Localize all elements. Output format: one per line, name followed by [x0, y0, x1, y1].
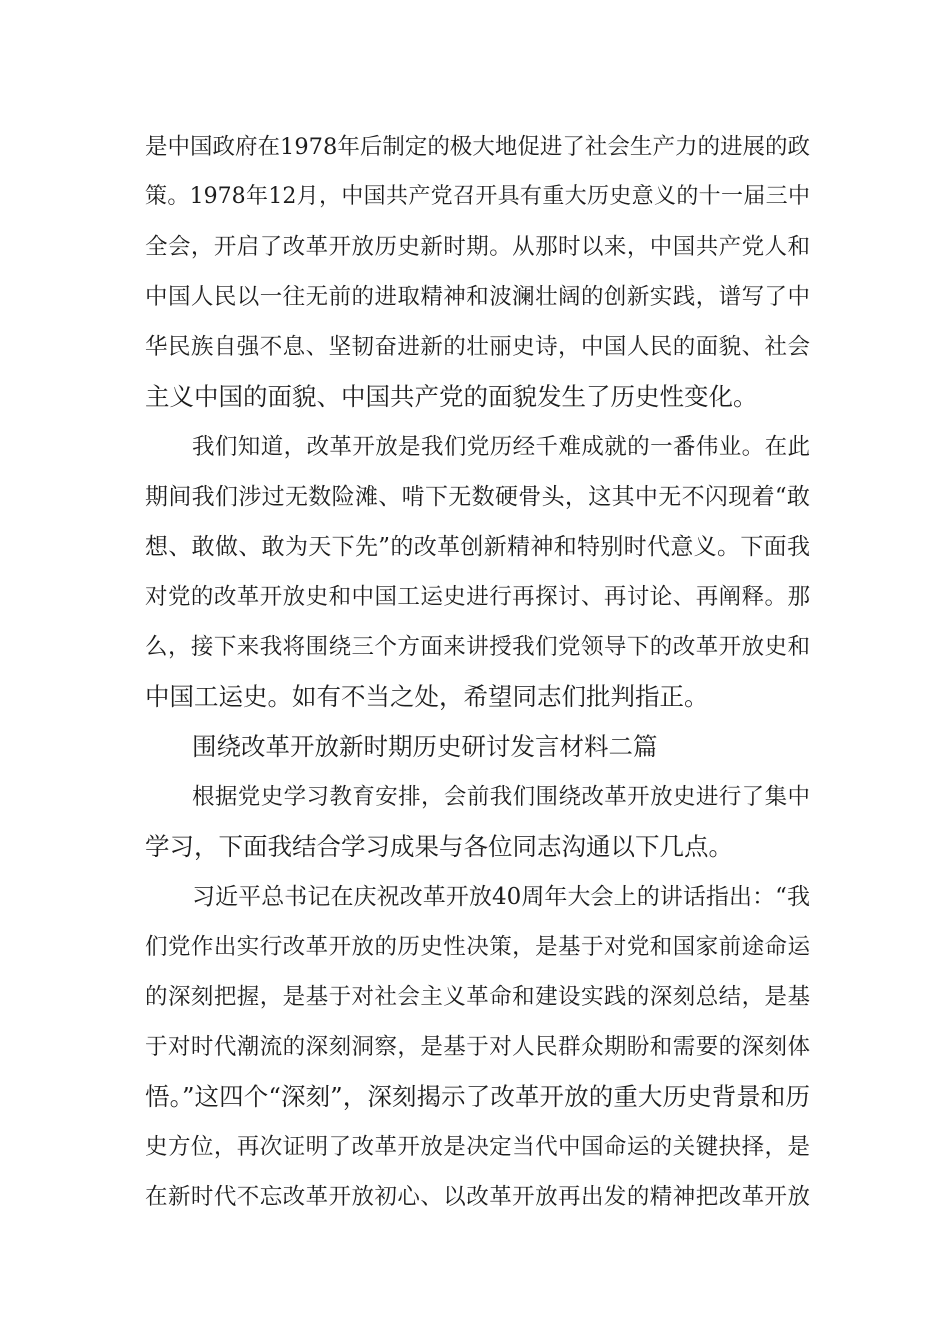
text-line: 想、敢做、敢为天下先”的改革创新精神和特别时代意义。下面我: [145, 534, 810, 560]
text-line: 学习，下面我结合学习成果与各位同志沟通以下几点。: [145, 832, 733, 861]
paragraph-first-line: 习近平总书记在庆祝改革开放40周年大会上的讲话指出：“我: [192, 884, 810, 910]
text-line: 主义中国的面貌、中国共产党的面貌发生了历史性变化。: [145, 382, 758, 411]
text-line: 华民族自强不息、坚韧奋进新的壮丽史诗，中国人民的面貌、社会: [145, 334, 810, 360]
text-line: 期间我们涉过无数险滩、啃下无数硬骨头，这其中无不闪现着“敢: [145, 484, 810, 510]
text-line: 中国工运史。如有不当之处，希望同志们批判指正。: [145, 682, 709, 711]
text-line: 在新时代不忘改革开放初心、以改革开放再出发的精神把改革开放: [145, 1184, 810, 1210]
text-line: 是中国政府在1978年后制定的极大地促进了社会生产力的进展的政: [145, 134, 810, 160]
text-line: 对党的改革开放史和中国工运史进行再探讨、再讨论、再阐释。那: [145, 584, 810, 610]
text-line: 的深刻把握，是基于对社会主义革命和建设实践的深刻总结，是基: [145, 984, 810, 1010]
text-line: 策。1978年12月，中国共产党召开具有重大历史意义的十一届三中: [145, 184, 810, 209]
text-line: 全会，开启了改革开放历史新时期。从那时以来，中国共产党人和: [145, 234, 810, 260]
section-heading: 围绕改革开放新时期历史研讨发言材料二篇: [192, 732, 658, 761]
text-line: 中国人民以一往无前的进取精神和波澜壮阔的创新实践，谱写了中: [145, 284, 810, 310]
paragraph-first-line: 根据党史学习教育安排，会前我们围绕改革开放史进行了集中: [192, 784, 810, 810]
text-line: 史方位，再次证明了改革开放是决定当代中国命运的关键抉择，是: [145, 1134, 810, 1160]
text-line: 们党作出实行改革开放的历史性决策，是基于对党和国家前途命运: [145, 934, 810, 960]
paragraph-first-line: 我们知道，改革开放是我们党历经千难成就的一番伟业。在此: [192, 434, 810, 460]
text-line: 悟。”这四个“深刻”，深刻揭示了改革开放的重大历史背景和历: [145, 1082, 810, 1111]
text-line: 么，接下来我将围绕三个方面来讲授我们党领导下的改革开放史和: [145, 634, 810, 660]
text-line: 于对时代潮流的深刻洞察，是基于对人民群众期盼和需要的深刻体: [145, 1034, 810, 1060]
